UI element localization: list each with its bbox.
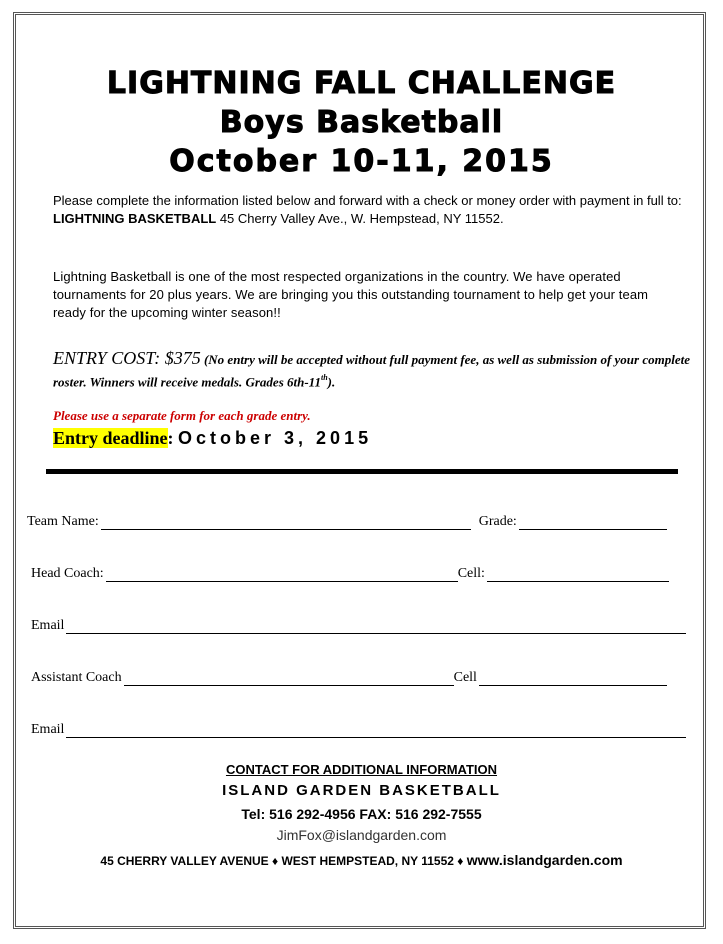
website-link[interactable]: www.islandgarden.com bbox=[466, 852, 623, 868]
assistant-email-label: Email bbox=[31, 722, 65, 737]
org-address: 45 Cherry Valley Ave., W. Hempstead, NY 11552. bbox=[216, 211, 504, 226]
entry-cost-label: ENTRY COST: $375 bbox=[53, 348, 201, 368]
entry-cost-sup: th bbox=[320, 373, 328, 382]
entry-cost-note-end: ). bbox=[327, 374, 336, 390]
team-name-field[interactable] bbox=[101, 515, 471, 530]
head-coach-cell-field[interactable] bbox=[487, 567, 669, 582]
assistant-email-field[interactable] bbox=[66, 723, 686, 738]
separate-form-note: Please use a separate form for each grade entry. bbox=[53, 408, 311, 423]
email-row bbox=[31, 618, 686, 634]
head-coach-label: Head Coach: bbox=[31, 566, 104, 581]
page-subtitle: Boys Basketball bbox=[219, 105, 504, 140]
contact-org: ISLAND GARDEN BASKETBALL bbox=[222, 782, 501, 799]
assistant-coach-field[interactable] bbox=[124, 671, 454, 686]
address-text: 45 CHERRY VALLEY AVENUE ♦ WEST HEMPSTEAD, NY 11552 ♦ bbox=[100, 854, 467, 868]
assistant-cell-label: Cell bbox=[453, 670, 477, 685]
about-paragraph: Lightning Basketball is one of the most respected organizations in the country. We have operated tournaments for 20 plus years. We are bringing you this outstanding tournament to help get your team ready for the upcoming winter season!! bbox=[53, 269, 649, 320]
deadline-colon: : bbox=[167, 428, 179, 448]
entry-deadline bbox=[53, 428, 372, 449]
team-name-row bbox=[27, 514, 667, 530]
entry-cost-block bbox=[53, 348, 693, 391]
head-coach-row bbox=[31, 566, 669, 582]
deadline-date: October 3, 2015 bbox=[178, 428, 373, 448]
entry-cost-note: (No entry will be accepted without full payment fee, as well as submission of your complete roster. Winners will receive medals. Grades 6th-11 bbox=[53, 352, 690, 390]
intro-paragraph bbox=[53, 192, 683, 228]
assistant-coach-label: Assistant Coach bbox=[31, 670, 122, 685]
event-dates: October 10-11, 2015 bbox=[169, 144, 554, 179]
contact-address bbox=[0, 852, 723, 868]
org-name: LIGHTNING BASKETBALL bbox=[53, 211, 217, 226]
divider bbox=[46, 469, 678, 474]
head-coach-field[interactable] bbox=[106, 567, 458, 582]
contact-phones: Tel: 516 292-4956 FAX: 516 292-7555 bbox=[241, 806, 482, 822]
assistant-coach-cell-field[interactable] bbox=[479, 671, 667, 686]
contact-email[interactable]: JimFox@islandgarden.com bbox=[276, 827, 447, 843]
grade-field[interactable] bbox=[519, 515, 667, 530]
assistant-coach-row bbox=[31, 670, 667, 686]
deadline-label: Entry deadline bbox=[53, 428, 168, 448]
page-title: LIGHTNING FALL CHALLENGE bbox=[106, 66, 617, 101]
email-field[interactable] bbox=[66, 619, 686, 634]
grade-label: Grade: bbox=[478, 514, 517, 529]
team-name-label: Team Name: bbox=[27, 514, 99, 529]
assistant-email-row bbox=[31, 722, 686, 738]
contact-heading: CONTACT FOR ADDITIONAL INFORMATION bbox=[225, 762, 498, 777]
cell-label: Cell: bbox=[457, 566, 485, 581]
intro-text: Please complete the information listed below and forward with a check or money order with payment in full to: bbox=[53, 193, 682, 208]
email-label: Email bbox=[31, 618, 65, 633]
